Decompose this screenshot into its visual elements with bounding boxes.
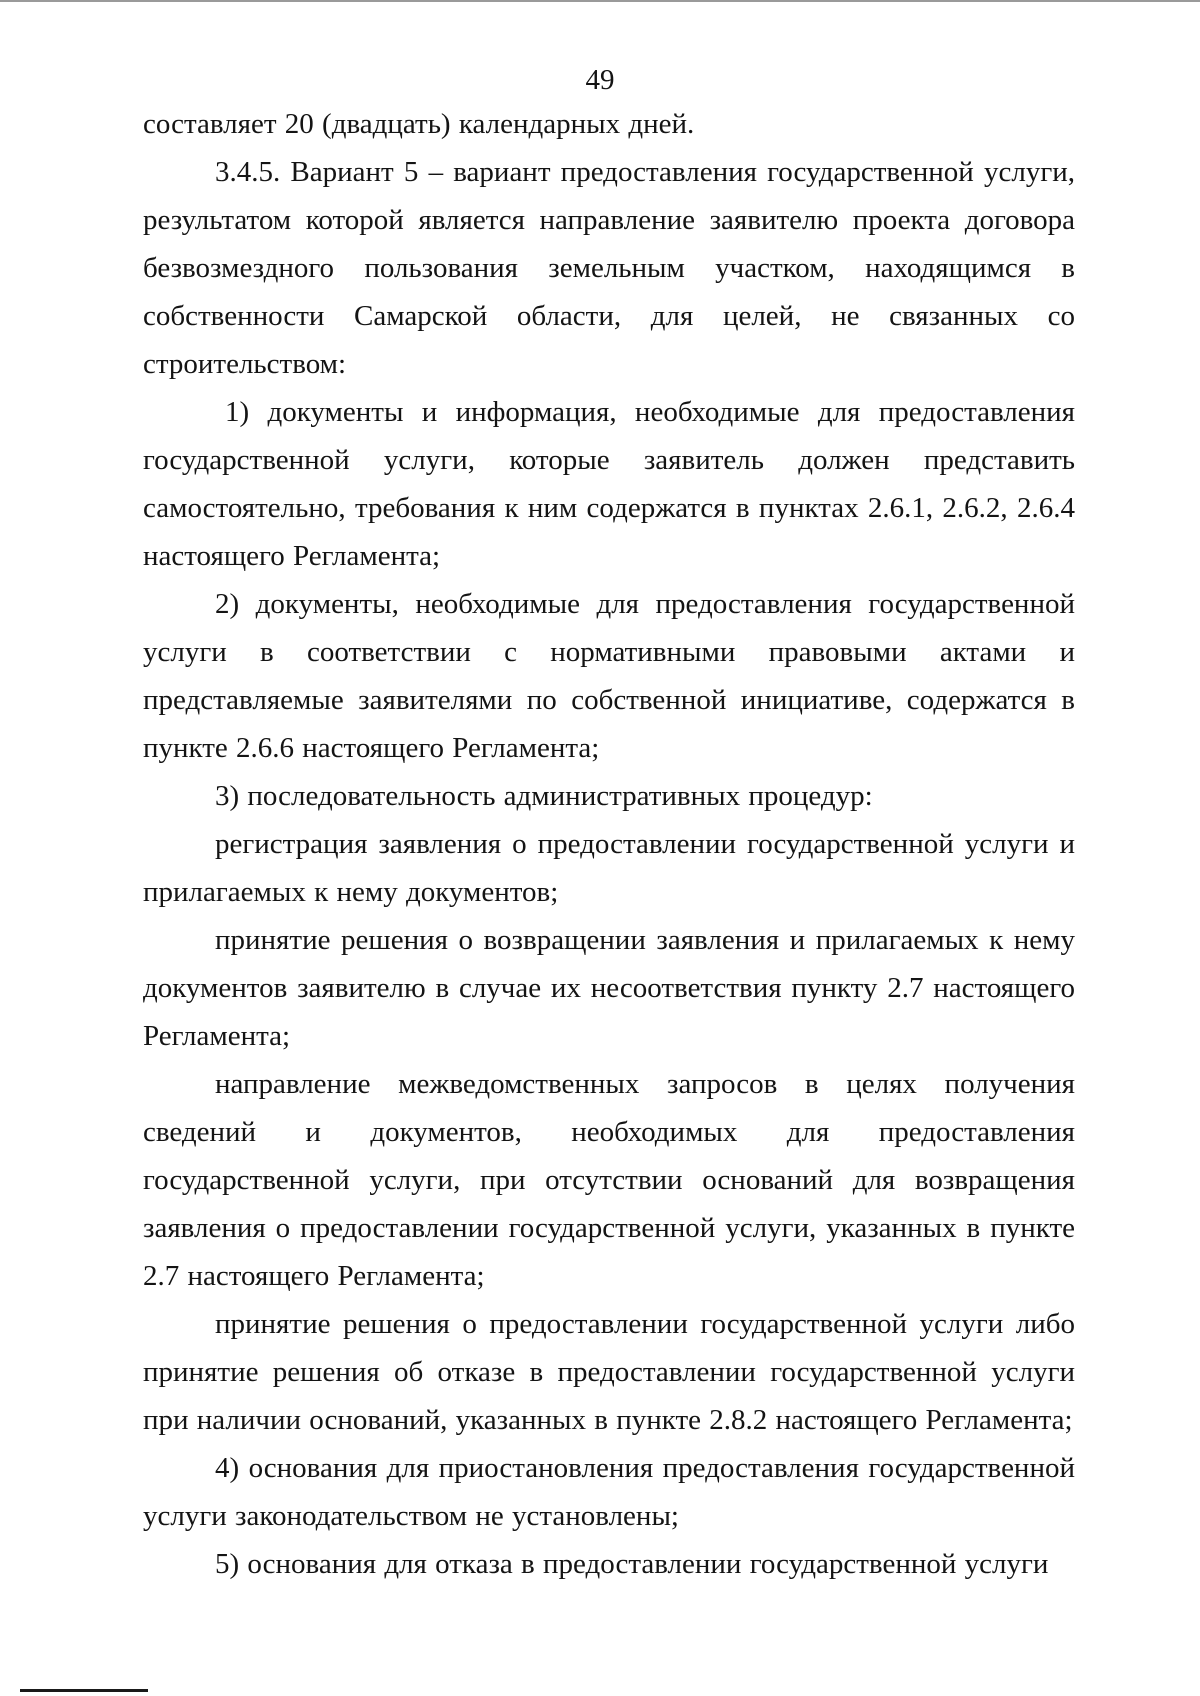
footer-line bbox=[20, 1689, 148, 1692]
paragraph-return-decision: принятие решения о возвращении заявления и прилагаемых к нему документов заявителю в случае их несоответствия пункту 2.7 настоящего Регламента; bbox=[143, 924, 1075, 1052]
paragraph-interagency-requests: направление межведомственных запросов в целях получения сведений и документов, необходимых для предоставления государственной услуги, при отсутствии оснований для возвращения заявления о предоставлении государственной услуги, указанных в пункте 2.7 настоящего Регламента; bbox=[143, 1068, 1075, 1292]
page-number: 49 bbox=[585, 64, 615, 96]
paragraph-continuation: составляет 20 (двадцать) календарных дней. bbox=[143, 108, 695, 140]
paragraph-item-2: 2) документы, необходимые для предоставления государственной услуги в соответствии с нормативными правовыми актами и представляемые заявителями по собственной инициативе, содержатся в пункте 2.6.6 настоящего Регламента; bbox=[143, 588, 1075, 764]
paragraph-item-3: 3) последовательность административных процедур: bbox=[215, 780, 873, 812]
paragraph-item-4: 4) основания для приостановления предоставления государственной услуги законодательством не установлены; bbox=[143, 1452, 1075, 1532]
paragraph-grant-decision: принятие решения о предоставлении государственной услуги либо принятие решения об отказе в предоставлении государственной услуги при наличии оснований, указанных в пункте 2.8.2 настоящего Регламента; bbox=[143, 1308, 1075, 1436]
paragraph-item-5: 5) основания для отказа в предоставлении государственной услуги bbox=[215, 1548, 1049, 1580]
top-border-line bbox=[0, 0, 1200, 2]
document-body bbox=[143, 100, 1075, 1588]
paragraph-registration: регистрация заявления о предоставлении государственной услуги и прилагаемых к нему документов; bbox=[143, 828, 1075, 908]
paragraph-variant-5: 3.4.5. Вариант 5 – вариант предоставления государственной услуги, результатом которой является направление заявителю проекта договора безвозмездного пользования земельным участком, находящимся в собственности Самарской области, для целей, не связанных со строительством: bbox=[143, 156, 1075, 380]
paragraph-item-1: 1) документы и информация, необходимые для предоставления государственной услуги, которые заявитель должен представить самостоятельно, требования к ним содержатся в пунктах 2.6.1, 2.6.2, 2.6.4 настоящего Регламента; bbox=[143, 396, 1075, 572]
